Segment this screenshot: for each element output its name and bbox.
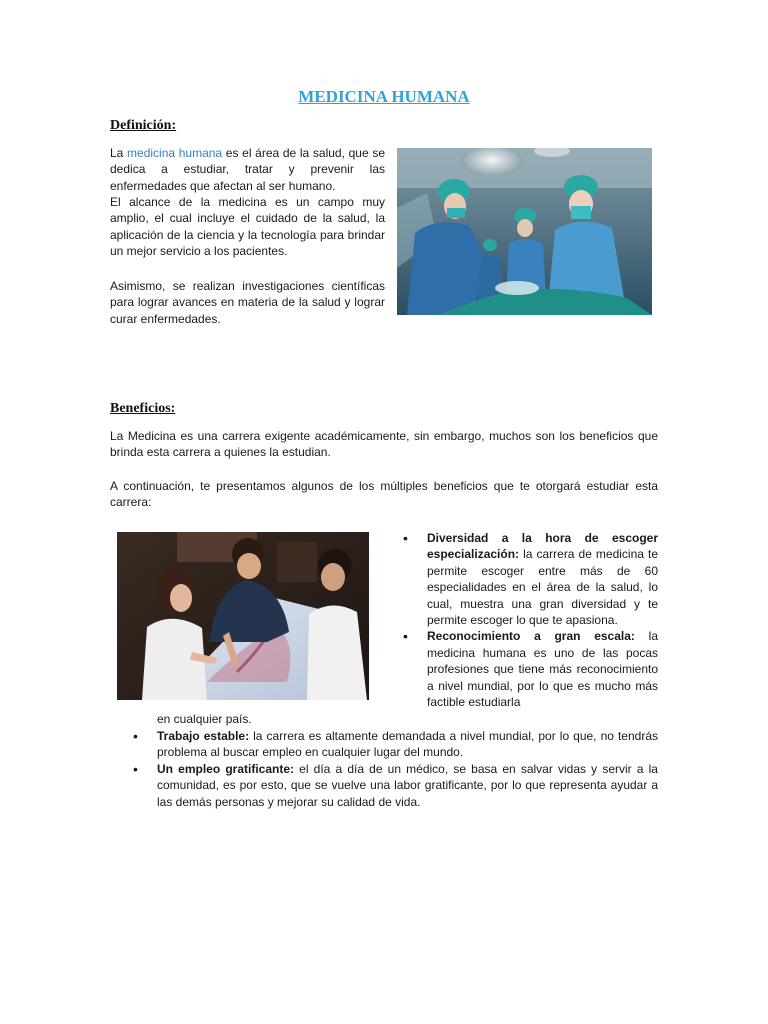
definicion-p1-pre: La — [110, 146, 128, 160]
beneficios-heading: Beneficios: — [110, 401, 176, 416]
list-item — [133, 760, 658, 810]
page-title: MEDICINA HUMANA — [298, 87, 470, 106]
bullet-icon: • — [133, 760, 138, 777]
medicina-humana-link[interactable]: medicina humana — [127, 146, 223, 160]
item-text: el día a día de un médico, se basa en salvar vidas y servir a la comunidad, es por esto, que se vuelve una labor gratificante, por lo que representa ayudar a las demás personas y mejorar su calidad de vida. — [157, 761, 658, 809]
beneficios-list-bottom — [133, 728, 658, 810]
anatomy-table-photo — [117, 532, 369, 700]
item-title: Un empleo gratificante: — [157, 761, 294, 776]
surgery-photo — [397, 148, 652, 315]
definicion-paragraph-1 — [110, 145, 385, 194]
item-title: Diversidad a la hora de escoger especialización: — [427, 531, 658, 562]
bullet-icon: • — [403, 530, 408, 546]
bullet-icon: • — [403, 628, 408, 645]
beneficios-list-top — [403, 530, 658, 710]
beneficios-paragraph-1: La Medicina es una carrera exigente académicamente, sin embargo, muchos son los beneficios que brinda esta carrera a quienes la estudian. — [110, 429, 658, 460]
definicion-paragraph-3: Asimismo, se realizan investigaciones científicas para lograr avances en materia de la salud y lograr curar enfermedades. — [110, 279, 385, 326]
definicion-p1-post: es el área de la salud, que se dedica a estudiar, tratar y prevenir las enfermedades que afectan al ser humano. — [110, 146, 385, 193]
definicion-heading: Definición: — [110, 118, 177, 133]
bullet-icon: • — [133, 728, 138, 744]
list-item — [403, 628, 658, 710]
item-title: Trabajo estable: — [157, 729, 250, 743]
list-item — [133, 728, 658, 761]
item-title: Reconocimiento a gran escala: — [427, 629, 635, 644]
item-text: la carrera de medicina te permite escoger entre más de 60 especialidades en el área de la salud, lo cual, muestra una gran diversidad y te permite escoger lo que te apasiona. — [427, 547, 658, 628]
item-text: la carrera es altamente demandada a nivel mundial, por lo que, no tendrás problema al buscar empleo en cualquier lugar del mundo. — [157, 729, 658, 760]
item-text: la medicina humana es uno de las pocas profesiones que tiene más reconocimiento a nivel mundial, por lo que es mucho más factible estudiarla — [427, 629, 658, 710]
beneficios-paragraph-2: A continuación, te presentamos algunos de los múltiples beneficios que te otorgará estudiar esta carrera: — [110, 479, 658, 510]
definicion-paragraph-2: El alcance de la medicina es un campo muy amplio, el cual incluye el cuidado de la salud, la aplicación de la ciencia y la tecnología para brindar un mejor servicio a los pacientes. — [110, 195, 385, 259]
list-item — [403, 530, 658, 628]
list-item-continuation: en cualquier país. — [157, 712, 252, 726]
